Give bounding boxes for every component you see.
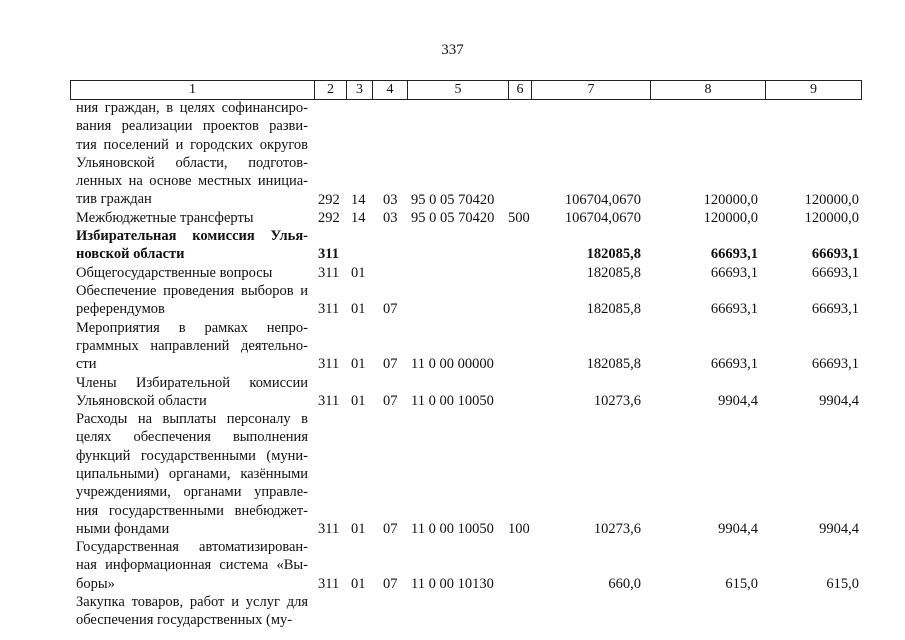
cell-col-3: 01 [351, 356, 366, 373]
cell-col-7: 182085,8 [586, 301, 641, 318]
cell-col-8: 120000,0 [703, 209, 758, 226]
cell-col-8: 66693,1 [710, 264, 758, 281]
row-name-line: референдумов [76, 301, 165, 318]
cell-col-4: 07 [383, 392, 398, 409]
row-name-line: ная информационная система «Вы- [76, 557, 308, 574]
cell-col-2: 311 [318, 301, 340, 318]
cell-col-8: 9904,4 [718, 392, 758, 409]
row-name-line: боры» [76, 575, 115, 592]
row-name-line: новской области [76, 246, 185, 263]
cell-col-3: 01 [351, 392, 366, 409]
row-name-line: Избирательная комиссия Улья- [76, 228, 308, 245]
cell-col-7: 10273,6 [593, 520, 641, 537]
cell-col-3: 01 [351, 575, 366, 592]
row-name [76, 319, 308, 374]
row-name-line: Ульяновской области, подготов- [76, 154, 308, 171]
row-name-line: вания реализации проектов разви- [76, 118, 308, 135]
row-name-line: Межбюджетные трансферты [76, 209, 254, 226]
cell-col-3: 01 [351, 520, 366, 537]
cell-col-5: 11 0 00 10050 [411, 520, 494, 537]
header-col-9: 9 [765, 81, 862, 99]
cell-col-9: 9904,4 [819, 520, 859, 537]
cell-col-8: 66693,1 [710, 301, 758, 318]
cell-col-9: 66693,1 [811, 301, 859, 318]
cell-col-2: 292 [318, 209, 340, 226]
cell-col-9: 66693,1 [811, 264, 859, 281]
row-name [76, 227, 308, 264]
row-name [76, 282, 308, 319]
cell-col-4: 03 [383, 209, 398, 226]
row-name-line: обеспечения государственных (му- [76, 612, 293, 629]
row-name-line: Мероприятия в рамках непро- [76, 319, 308, 336]
cell-col-5: 95 0 05 70420 [411, 209, 495, 226]
table-header [70, 80, 862, 100]
row-name-line: ными фондами [76, 520, 170, 537]
row-name-line: тия поселений и городских округов [76, 136, 308, 153]
cell-col-3: 14 [351, 191, 366, 208]
cell-col-9: 615,0 [826, 575, 859, 592]
cell-col-4: 07 [383, 520, 398, 537]
cell-col-9: 120000,0 [804, 191, 859, 208]
cell-col-9: 9904,4 [819, 392, 859, 409]
row-name-line: Расходы на выплаты персоналу в [76, 411, 308, 428]
cell-col-3: 01 [351, 264, 366, 281]
row-name-line: сти [76, 356, 97, 373]
cell-col-5: 11 0 00 00000 [411, 356, 494, 373]
cell-col-5: 11 0 00 10050 [411, 392, 494, 409]
cell-col-4: 07 [383, 575, 398, 592]
cell-col-2: 311 [318, 575, 340, 592]
header-col-6: 6 [508, 81, 531, 99]
cell-col-2: 311 [318, 520, 340, 537]
row-name [76, 538, 308, 593]
row-name-line: функций государственными (муни- [76, 447, 308, 464]
cell-col-2: 292 [318, 191, 340, 208]
header-col-1: 1 [70, 81, 314, 99]
header-col-2: 2 [314, 81, 346, 99]
row-name [76, 593, 308, 630]
row-name [76, 264, 308, 282]
row-name-line: целях обеспечения выполнения [76, 429, 308, 446]
cell-col-2: 311 [318, 246, 339, 263]
cell-col-8: 66693,1 [710, 356, 758, 373]
cell-col-7: 10273,6 [593, 392, 641, 409]
cell-col-8: 66693,1 [710, 246, 758, 263]
row-name-line: ния государственными внебюджет- [76, 502, 308, 519]
header-col-5: 5 [407, 81, 508, 99]
cell-col-5: 95 0 05 70420 [411, 191, 495, 208]
cell-col-4: 07 [383, 301, 398, 318]
row-name [76, 99, 308, 209]
header-col-4: 4 [372, 81, 407, 99]
cell-col-9: 120000,0 [804, 209, 859, 226]
row-name-line: ленных на основе местных инициа- [76, 173, 308, 190]
cell-col-7: 182085,8 [586, 356, 641, 373]
cell-col-9: 66693,1 [811, 246, 859, 263]
row-name-line: Закупка товаров, работ и услуг для [76, 594, 308, 611]
cell-col-4: 07 [383, 356, 398, 373]
cell-col-3: 01 [351, 301, 366, 318]
cell-col-6: 100 [508, 520, 530, 537]
cell-col-4: 03 [383, 191, 398, 208]
cell-col-8: 9904,4 [718, 520, 758, 537]
cell-col-5: 11 0 00 10130 [411, 575, 494, 592]
row-name-line: учреждениями, органами управле- [76, 484, 308, 501]
row-name-line: ния граждан, в целях софинансиро- [76, 100, 308, 116]
cell-col-6: 500 [508, 209, 530, 226]
cell-col-2: 311 [318, 392, 340, 409]
row-name [76, 209, 308, 227]
cell-col-7: 182085,8 [586, 246, 641, 263]
cell-col-8: 120000,0 [703, 191, 758, 208]
row-name [76, 374, 308, 411]
row-name-line: тив граждан [76, 191, 152, 208]
row-name-line: Ульяновской области [76, 392, 207, 409]
cell-col-2: 311 [318, 264, 340, 281]
row-name-line: граммных направлений деятельно- [76, 337, 308, 354]
row-name-line: Обеспечение проведения выборов и [76, 283, 308, 299]
cell-col-7: 182085,8 [586, 264, 641, 281]
cell-col-3: 14 [351, 209, 366, 226]
row-name-line: ципальными) органами, казёнными [76, 465, 308, 482]
cell-col-7: 106704,0670 [564, 209, 641, 226]
cell-col-8: 615,0 [725, 575, 758, 592]
row-name-line: Государственная автоматизирован- [76, 539, 308, 556]
row-name-line: Общегосударственные вопросы [76, 264, 273, 281]
header-col-8: 8 [650, 81, 765, 99]
header-col-7: 7 [531, 81, 650, 99]
cell-col-7: 660,0 [608, 575, 641, 592]
row-name [76, 410, 308, 538]
cell-col-7: 106704,0670 [564, 191, 641, 208]
cell-col-9: 66693,1 [811, 356, 859, 373]
header-col-3: 3 [346, 81, 372, 99]
page-number: 337 [441, 42, 464, 58]
cell-col-2: 311 [318, 356, 340, 373]
row-name-line: Члены Избирательной комиссии [76, 374, 308, 391]
